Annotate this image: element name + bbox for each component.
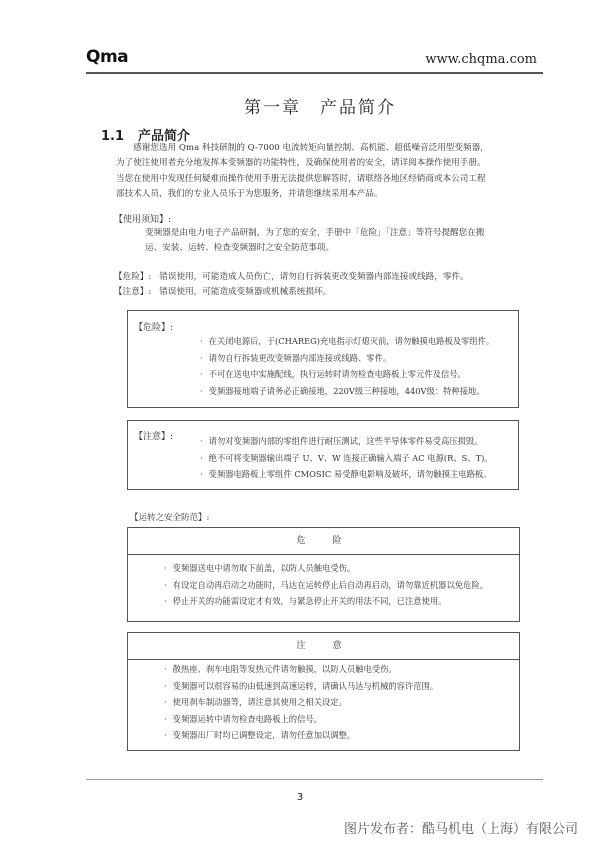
usage-notice-text: 变频器是由电力电子产品研制，为了您的安全，手册中「危险」「注意」等符号提醒您在搬运、安装、运转、检查变频器时之安全防范事项。 bbox=[145, 228, 485, 254]
danger-table-title: 危 险 bbox=[296, 536, 351, 546]
intro-paragraph: 感谢您选用 Qma 科技研制的 Q-7000 电流转矩向量控制、高机能、超低噪音泛用型变频器，为了使注使用者充分地发挥本变频器的功能特性，及确保使用者的安全，请详阅本操作使用手册。当您在使用中发现任何疑难而操作使用手册无法提供您解答时，请联络各地区经销商或本公司工程部技术人员，我们的专业人员乐于为您服务，并请您继续采用本产品。 bbox=[116, 143, 489, 199]
list-item: · 变频器出厂时均已调整设定，请勿任意加以调整。 bbox=[164, 727, 438, 744]
danger-box bbox=[127, 310, 519, 408]
legend-danger-label: 【危险】: bbox=[114, 272, 152, 282]
header-divider bbox=[86, 72, 543, 74]
usage-notice-label: 【使用须知】: bbox=[114, 215, 172, 225]
list-item: · 变频器送电中请勿取下前盖，以防人员触电受伤。 bbox=[164, 560, 488, 577]
danger-box-list bbox=[200, 333, 494, 399]
publisher-watermark: 图片发布者：酷马机电（上海）有限公司 bbox=[343, 822, 578, 837]
list-item: · 不可在送电中实施配线，执行运转时请勿检查电路板上零元件及信号。 bbox=[200, 366, 494, 383]
list-item: · 散热座、刹车电阻等发热元件请勿触摸，以防人员触电受伤。 bbox=[164, 661, 438, 678]
list-item: · 请勿自行拆装更改变频器内部连接或线路、零件。 bbox=[200, 350, 494, 367]
caution-box-title: 【注意】: bbox=[134, 432, 174, 442]
caution-box bbox=[127, 420, 519, 490]
list-item: · 请勿对变频器内部的零组件进行耐压测试，这些半导体零件易受高压损毁。 bbox=[200, 433, 493, 450]
caution-table-title: 注 意 bbox=[296, 641, 351, 651]
legend-danger bbox=[114, 270, 469, 282]
list-item: · 在关闭电源后，于(CHAREG)充电指示灯熄灭前，请勿触摸电路板及零组件。 bbox=[200, 333, 494, 350]
caution-table-header bbox=[127, 632, 520, 660]
list-item: · 变频器可以很容易的由低速到高速运转，请确认马达与机械的容许范围。 bbox=[164, 678, 438, 695]
company-logo: Qma bbox=[86, 47, 129, 67]
danger-table-header bbox=[127, 527, 520, 555]
legend-danger-text: 错误使用，可能造成人员伤亡，请勿自行拆装更改变频器内部连接或线路，零件。 bbox=[159, 272, 469, 282]
legend-caution-text: 错误使用，可能造成变频器或机械系统损坏。 bbox=[159, 287, 332, 297]
footer-divider bbox=[86, 779, 543, 780]
section-title: 产品简介 bbox=[138, 129, 191, 144]
list-item: · 变频器运转中请勿检查电路板上的信号。 bbox=[164, 711, 438, 728]
list-item: · 变频器接地端子请务必正确接地，220V级三种接地，440V级：特种接地。 bbox=[200, 383, 494, 400]
page-number: 3 bbox=[296, 792, 304, 803]
caution-box-list bbox=[200, 433, 493, 483]
danger-table-list bbox=[164, 560, 488, 610]
list-item: · 使用刹车制动器等，请注意其使用之相关设定。 bbox=[164, 694, 438, 711]
list-item: · 变频器电路板上零组件 CMOSIC 易受静电影响及破坏，请勿触摸主电路板。 bbox=[200, 466, 493, 483]
list-item: · 绝不可将变频器输出端子 U、V、W 连接正确输入端子 AC 电源(R、S、T)。 bbox=[200, 450, 493, 467]
list-item: · 有设定自动再启动之功能时，马达在运转停止后自动再启动，请勿靠近机器以免危险。 bbox=[164, 577, 488, 594]
section-number: 1.1 bbox=[101, 129, 125, 144]
legend-caution bbox=[114, 285, 331, 297]
list-item: · 停止开关的功能需设定才有效，与紧急停止开关的用法不同，已注意使用。 bbox=[164, 593, 488, 610]
caution-table-list bbox=[164, 661, 438, 744]
website-url: www.chqma.com bbox=[425, 52, 537, 67]
danger-box-title: 【危险】: bbox=[134, 323, 174, 333]
operation-safety-label: 【运转之安全防范】: bbox=[130, 513, 210, 523]
caution-table-body bbox=[127, 658, 520, 751]
legend-caution-label: 【注意】: bbox=[114, 287, 152, 297]
danger-table-body bbox=[127, 553, 520, 622]
chapter-title: 第一章 产品简介 bbox=[244, 98, 396, 118]
